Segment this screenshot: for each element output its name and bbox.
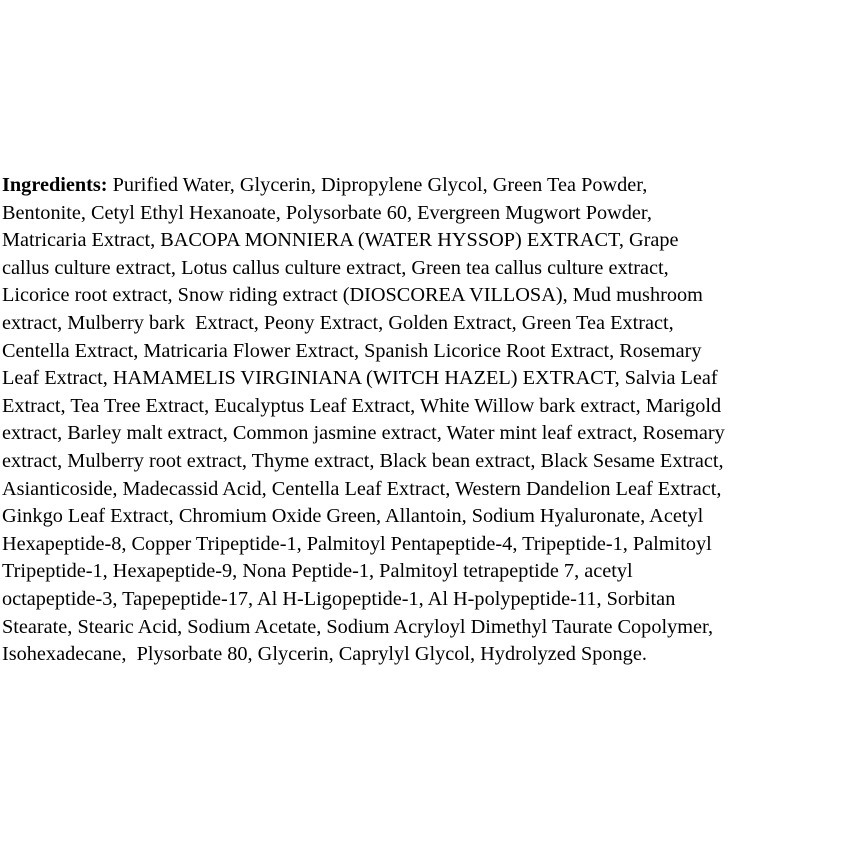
ingredients-line: Tripeptide-1, Hexapeptide-9, Nona Peptide-1, Palmitoyl tetrapeptide 7, acetyl — [2, 560, 633, 583]
ingredients-list — [2, 172, 848, 669]
ingredients-line-1 — [2, 172, 848, 200]
ingredients-line: Matricaria Extract, BACOPA MONNIERA (WATER HYSSOP) EXTRACT, Grape — [2, 229, 679, 252]
ingredients-line: extract, Barley malt extract, Common jasmine extract, Water mint leaf extract, Rosemary — [2, 422, 725, 445]
ingredients-line: Leaf Extract, HAMAMELIS VIRGINIANA (WITCH HAZEL) EXTRACT, Salvia Leaf — [2, 367, 718, 390]
ingredients-line: Centella Extract, Matricaria Flower Extract, Spanish Licorice Root Extract, Rosemary — [2, 339, 702, 362]
ingredients-line: Bentonite, Cetyl Ethyl Hexanoate, Polysorbate 60, Evergreen Mugwort Powder, — [2, 201, 652, 224]
ingredients-line: extract, Mulberry bark Extract, Peony Extract, Golden Extract, Green Tea Extract, — [2, 311, 674, 334]
ingredients-text: Purified Water, Glycerin, Dipropylene Glycol, Green Tea Powder, — [107, 174, 648, 196]
ingredients-line: Hexapeptide-8, Copper Tripeptide-1, Palmitoyl Pentapeptide-4, Tripeptide-1, Palmitoyl — [2, 532, 712, 555]
ingredients-line: Stearate, Stearic Acid, Sodium Acetate, Sodium Acryloyl Dimethyl Taurate Copolymer, — [2, 615, 714, 638]
ingredients-line: Asianticoside, Madecassid Acid, Centella Leaf Extract, Western Dandelion Leaf Extract, — [2, 477, 722, 500]
ingredients-line: callus culture extract, Lotus callus culture extract, Green tea callus culture extract, — [2, 256, 669, 279]
ingredients-line: Licorice root extract, Snow riding extract (DIOSCOREA VILLOSA), Mud mushroom — [2, 284, 703, 307]
ingredients-label: Ingredients: — [2, 174, 108, 196]
ingredients-line: Extract, Tea Tree Extract, Eucalyptus Leaf Extract, White Willow bark extract, Marigold — [2, 394, 722, 417]
ingredients-line: octapeptide-3, Tapepeptide-17, Al H-Ligopeptide-1, Al H-polypeptide-11, Sorbitan — [2, 587, 676, 610]
ingredients-line: Ginkgo Leaf Extract, Chromium Oxide Green, Allantoin, Sodium Hyaluronate, Acetyl — [2, 505, 704, 528]
ingredients-line: extract, Mulberry root extract, Thyme extract, Black bean extract, Black Sesame Extract, — [2, 449, 724, 472]
ingredients-line: Isohexadecane, Plysorbate 80, Glycerin, Caprylyl Glycol, Hydrolyzed Sponge. — [2, 643, 647, 666]
